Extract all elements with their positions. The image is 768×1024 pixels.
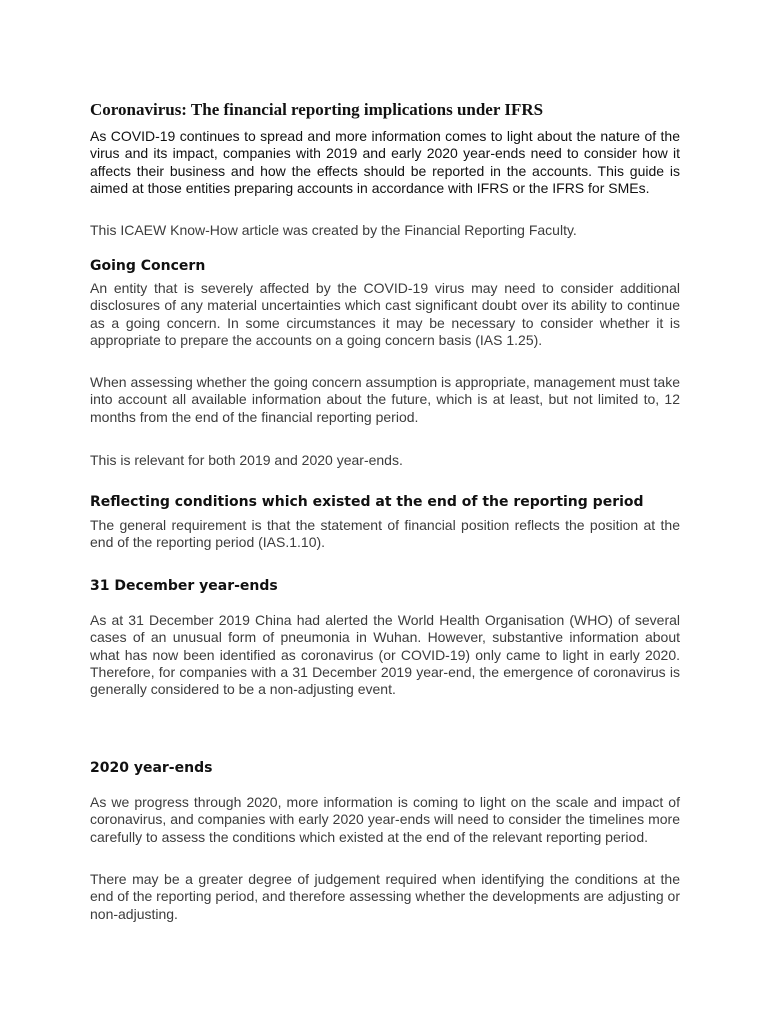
intro-paragraph: As COVID-19 continues to spread and more information comes to light about the nature of the virus and its impact, companies with 2019 and early 2020 year-ends need to consider how it affects their business and how the effects should be reported in the accounts. This guide is aimed at those entities preparing accounts in accordance with IFRS or the IFRS for SMEs. [90,128,680,196]
section-heading-reflecting-conditions: Reflecting conditions which existed at the end of the reporting period [90,494,644,510]
section-heading-going-concern: Going Concern [90,258,206,274]
going-concern-paragraph-3: This is relevant for both 2019 and 2020 year-ends. [90,452,403,468]
31-december-paragraph: As at 31 December 2019 China had alerted the World Health Organisation (WHO) of several cases of an unusual form of pneumonia in Wuhan. However, substantive information about what has now been identified as coronavirus (or COVID-19) only came to light in early 2020. Therefore, for companies with a 31 December 2019 year-end, the emergence of coronavirus is generally considered to be a non-adjusting event. [90,612,680,698]
document-title: Coronavirus: The financial reporting implications under IFRS [90,100,544,119]
credit-line: This ICAEW Know-How article was created by the Financial Reporting Faculty. [90,222,577,238]
section-heading-2020-year-ends: 2020 year-ends [90,760,213,776]
section-heading-31-december: 31 December year-ends [90,578,278,594]
2020-year-ends-paragraph-1: As we progress through 2020, more information is coming to light on the scale and impact of coronavirus, and companies with early 2020 year-ends will need to consider the timelines more carefully to assess the conditions which existed at the end of the relevant reporting period. [90,794,680,845]
reflecting-conditions-paragraph: The general requirement is that the statement of financial position reflects the position at the end of the reporting period (IAS.1.10). [90,517,680,551]
going-concern-paragraph-2: When assessing whether the going concern assumption is appropriate, management must take into account all available information about the future, which is at least, but not limited to, 12 months from the end of the financial reporting period. [90,374,680,425]
going-concern-paragraph-1: An entity that is severely affected by the COVID-19 virus may need to consider additional disclosures of any material uncertainties which cast significant doubt over its ability to continue as a going concern. In some circumstances it may be necessary to consider whether it is appropriate to prepare the accounts on a going concern basis (IAS 1.25). [90,280,680,348]
2020-year-ends-paragraph-2: There may be a greater degree of judgement required when identifying the conditions at the end of the reporting period, and therefore assessing whether the developments are adjusting or non-adjusting. [90,871,680,922]
